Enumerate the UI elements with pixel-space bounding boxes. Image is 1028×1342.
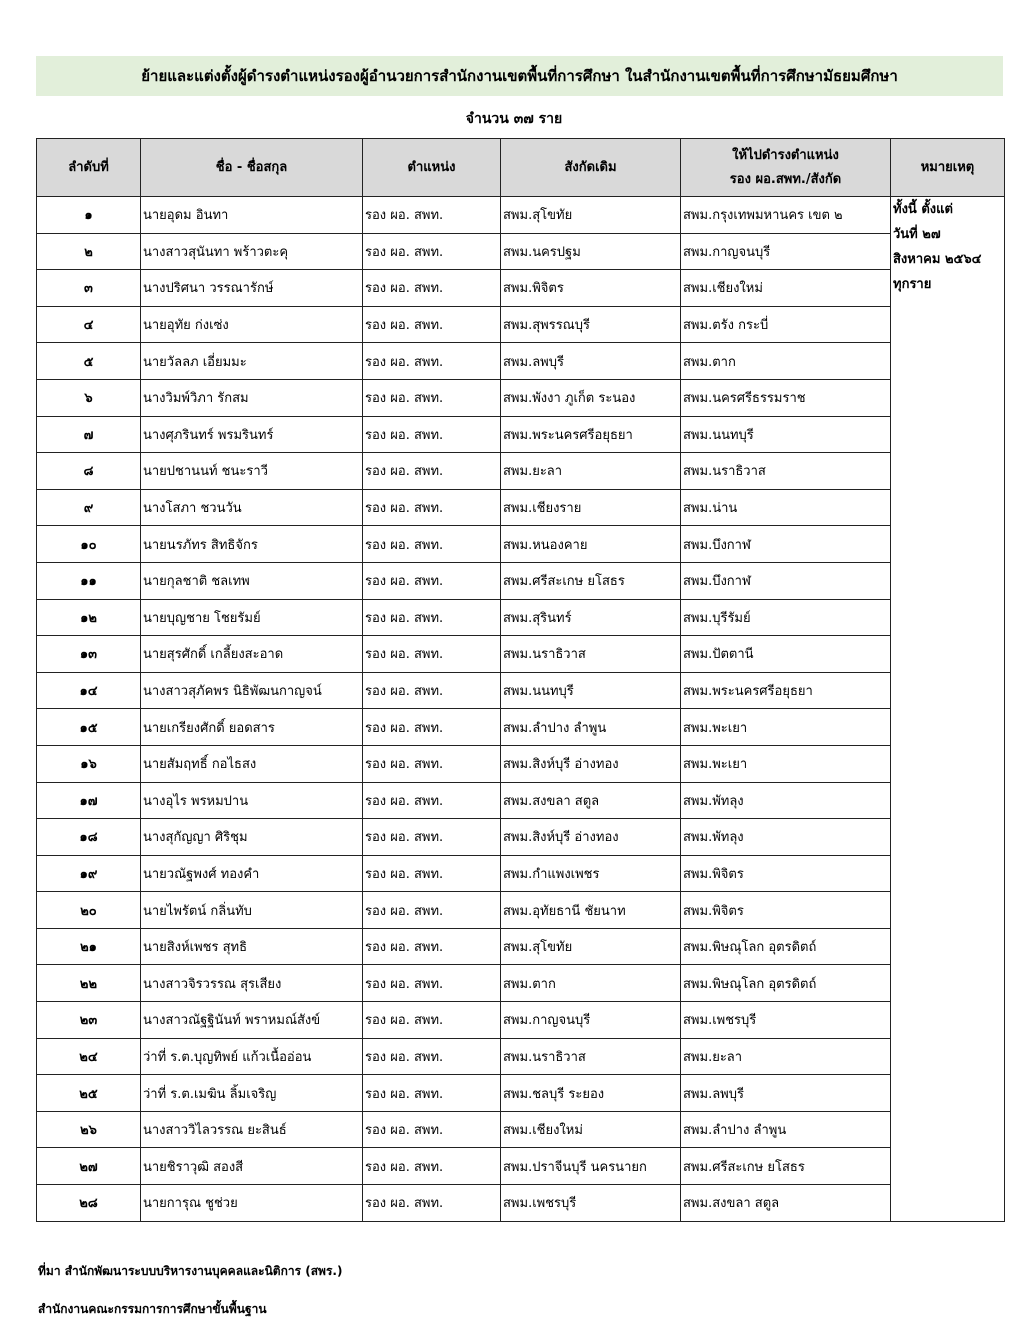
header-remark: หมายเหตุ	[891, 139, 1005, 197]
cell-position: รอง ผอ. สพท.	[363, 197, 501, 234]
cell-position: รอง ผอ. สพท.	[363, 416, 501, 453]
cell-original: สพม.พระนครศรีอยุธยา	[501, 416, 681, 453]
cell-original: สพม.พิจิตร	[501, 270, 681, 307]
table-row	[37, 270, 1005, 307]
cell-name: นายบุญชาย โชยรัมย์	[141, 599, 363, 636]
cell-no: ๕	[37, 343, 141, 380]
document-title: ย้ายและแต่งตั้งผู้ดำรงตำแหน่งรองผู้อำนวยการสำนักงานเขตพื้นที่การศึกษา ในสำนักงานเขตพื้นที่การศึกษามัธยมศึกษา	[141, 67, 898, 85]
cell-new: สพม.เพชรบุรี	[681, 1002, 891, 1039]
table-row	[37, 819, 1005, 856]
cell-name: นางศุภรินทร์ พรมรินทร์	[141, 416, 363, 453]
cell-name: นางสาวจิรวรรณ สุรเสียง	[141, 965, 363, 1002]
cell-position: รอง ผอ. สพท.	[363, 270, 501, 307]
cell-position: รอง ผอ. สพท.	[363, 819, 501, 856]
cell-no: ๒๖	[37, 1111, 141, 1148]
agency-name: สำนักงานคณะกรรมการการศึกษาขั้นพื้นฐาน	[38, 1302, 267, 1316]
cell-original: สพม.สิงห์บุรี อ่างทอง	[501, 819, 681, 856]
cell-original: สพม.เพชรบุรี	[501, 1185, 681, 1222]
cell-new: สพม.นราธิวาส	[681, 453, 891, 490]
table-row	[37, 599, 1005, 636]
cell-position: รอง ผอ. สพท.	[363, 855, 501, 892]
cell-name: นายอุดม อินทา	[141, 197, 363, 234]
cell-position: รอง ผอ. สพท.	[363, 526, 501, 563]
cell-original: สพม.สุโขทัย	[501, 928, 681, 965]
cell-name: นายสุรศักดิ์ เกลี้ยงสะอาด	[141, 636, 363, 673]
cell-no: ๒	[37, 233, 141, 270]
cell-new: สพม.พิจิตร	[681, 855, 891, 892]
cell-no: ๑	[37, 197, 141, 234]
header-no: ลำดับที่	[37, 139, 141, 197]
cell-new: สพม.ลพบุรี	[681, 1075, 891, 1112]
cell-name: นายสัมฤทธิ์ กอไธสง	[141, 745, 363, 782]
cell-no: ๒๗	[37, 1148, 141, 1185]
cell-new: สพม.พระนครศรีอยุธยา	[681, 672, 891, 709]
cell-position: รอง ผอ. สพท.	[363, 343, 501, 380]
table-row	[37, 416, 1005, 453]
table-row	[37, 1185, 1005, 1222]
cell-new: สพม.พะเยา	[681, 709, 891, 746]
cell-original: สพม.นครปฐม	[501, 233, 681, 270]
cell-new: สพม.นครศรีธรรมราช	[681, 379, 891, 416]
table-body	[37, 197, 1005, 1222]
cell-position: รอง ผอ. สพท.	[363, 672, 501, 709]
cell-position: รอง ผอ. สพท.	[363, 1111, 501, 1148]
cell-new: สพม.บุรีรัมย์	[681, 599, 891, 636]
cell-new: สพม.พิจิตร	[681, 892, 891, 929]
cell-original: สพม.นราธิวาส	[501, 636, 681, 673]
cell-new: สพม.บึงกาฬ	[681, 562, 891, 599]
cell-original: สพม.ลำปาง ลำพูน	[501, 709, 681, 746]
table-row	[37, 306, 1005, 343]
cell-new: สพม.ยะลา	[681, 1038, 891, 1075]
cell-no: ๒๒	[37, 965, 141, 1002]
cell-position: รอง ผอ. สพท.	[363, 782, 501, 819]
cell-original: สพม.สุพรรณบุรี	[501, 306, 681, 343]
cell-name: ว่าที่ ร.ต.บุญทิพย์ แก้วเนื้ออ่อน	[141, 1038, 363, 1075]
table-row	[37, 379, 1005, 416]
cell-position: รอง ผอ. สพท.	[363, 965, 501, 1002]
cell-no: ๑๔	[37, 672, 141, 709]
table-row	[37, 636, 1005, 673]
cell-new: สพม.สงขลา สตูล	[681, 1185, 891, 1222]
cell-no: ๒๐	[37, 892, 141, 929]
cell-name: นายชิราวุฒิ สองสี	[141, 1148, 363, 1185]
cell-name: นางโสภา ชวนวัน	[141, 489, 363, 526]
cell-no: ๗	[37, 416, 141, 453]
cell-new: สพม.เชียงใหม่	[681, 270, 891, 307]
table-row	[37, 928, 1005, 965]
header-name: ชื่อ - ชื่อสกุล	[141, 139, 363, 197]
cell-no: ๔	[37, 306, 141, 343]
cell-new: สพม.ศรีสะเกษ ยโสธร	[681, 1148, 891, 1185]
cell-no: ๙	[37, 489, 141, 526]
cell-name: นายปชานนท์ ชนะราวี	[141, 453, 363, 490]
cell-original: สพม.สงขลา สตูล	[501, 782, 681, 819]
cell-no: ๑๖	[37, 745, 141, 782]
cell-name: นายวณัฐพงศ์ ทองคำ	[141, 855, 363, 892]
table-row	[37, 343, 1005, 380]
cell-name: นางวิมพ์วิภา รักสม	[141, 379, 363, 416]
cell-original: สพม.เชียงใหม่	[501, 1111, 681, 1148]
cell-no: ๑๕	[37, 709, 141, 746]
cell-new: สพม.ปัตตานี	[681, 636, 891, 673]
cell-name: นางสาววิไลวรรณ ยะสินธ์	[141, 1111, 363, 1148]
cell-position: รอง ผอ. สพท.	[363, 233, 501, 270]
cell-name: นายวัลลภ เอี่ยมมะ	[141, 343, 363, 380]
cell-original: สพม.ศรีสะเกษ ยโสธร	[501, 562, 681, 599]
count-label: จำนวน ๓๗ ราย	[465, 111, 563, 127]
header-original: สังกัดเดิม	[501, 139, 681, 197]
cell-position: รอง ผอ. สพท.	[363, 1075, 501, 1112]
table-row	[37, 233, 1005, 270]
cell-original: สพม.สุรินทร์	[501, 599, 681, 636]
header-new-line2: รอง ผอ.สพท./สังกัด	[729, 171, 842, 187]
cell-name: นางสาวณัฐฐินันท์ พราหมณ์สังข์	[141, 1002, 363, 1039]
cell-name: นายเกรียงศักดิ์ ยอดสาร	[141, 709, 363, 746]
cell-no: ๑๘	[37, 819, 141, 856]
cell-no: ๒๘	[37, 1185, 141, 1222]
table-row	[37, 562, 1005, 599]
cell-new: สพม.ลำปาง ลำพูน	[681, 1111, 891, 1148]
table-row	[37, 1075, 1005, 1112]
cell-name: นางปริศนา วรรณารักษ์	[141, 270, 363, 307]
source-note: ที่มา สำนักพัฒนาระบบบริหารงานบุคคลและนิติการ (สพร.)	[38, 1264, 343, 1278]
cell-original: สพม.นนทบุรี	[501, 672, 681, 709]
cell-new: สพม.ตาก	[681, 343, 891, 380]
cell-position: รอง ผอ. สพท.	[363, 489, 501, 526]
cell-remark	[891, 197, 1005, 1222]
cell-name: นายนรภัทร สิทธิจักร	[141, 526, 363, 563]
table-row	[37, 197, 1005, 234]
cell-position: รอง ผอ. สพท.	[363, 1002, 501, 1039]
cell-name: นางสาวสุนันทา พร้าวตะคุ	[141, 233, 363, 270]
cell-position: รอง ผอ. สพท.	[363, 1148, 501, 1185]
cell-position: รอง ผอ. สพท.	[363, 1185, 501, 1222]
cell-original: สพม.เชียงราย	[501, 489, 681, 526]
cell-original: สพม.พังงา ภูเก็ต ระนอง	[501, 379, 681, 416]
cell-original: สพม.สิงห์บุรี อ่างทอง	[501, 745, 681, 782]
cell-position: รอง ผอ. สพท.	[363, 745, 501, 782]
cell-original: สพม.กาญจนบุรี	[501, 1002, 681, 1039]
header-position: ตำแหน่ง	[363, 139, 501, 197]
table-row	[37, 526, 1005, 563]
cell-name: นางอุไร พรหมปาน	[141, 782, 363, 819]
table-row	[37, 855, 1005, 892]
cell-no: ๓	[37, 270, 141, 307]
cell-no: ๖	[37, 379, 141, 416]
cell-position: รอง ผอ. สพท.	[363, 599, 501, 636]
cell-no: ๒๓	[37, 1002, 141, 1039]
cell-original: สพม.ลพบุรี	[501, 343, 681, 380]
cell-no: ๑๑	[37, 562, 141, 599]
cell-no: ๑๐	[37, 526, 141, 563]
table-row	[37, 489, 1005, 526]
cell-position: รอง ผอ. สพท.	[363, 709, 501, 746]
cell-no: ๑๗	[37, 782, 141, 819]
cell-no: ๒๕	[37, 1075, 141, 1112]
table-row	[37, 709, 1005, 746]
remark-line: ทั้งนี้ ตั้งแต่	[893, 202, 953, 217]
cell-original: สพม.หนองคาย	[501, 526, 681, 563]
appointment-table	[36, 138, 1005, 1222]
cell-position: รอง ผอ. สพท.	[363, 379, 501, 416]
cell-position: รอง ผอ. สพท.	[363, 453, 501, 490]
table-row	[37, 1002, 1005, 1039]
cell-position: รอง ผอ. สพท.	[363, 892, 501, 929]
header-new-line1: ให้ไปดำรงตำแหน่ง	[732, 147, 839, 163]
table-header-row	[37, 139, 1005, 197]
cell-new: สพม.กรุงเทพมหานคร เขต ๒	[681, 197, 891, 234]
table-row	[37, 782, 1005, 819]
cell-new: สพม.บึงกาฬ	[681, 526, 891, 563]
cell-name: นางสุกัญญา ศิริชุม	[141, 819, 363, 856]
cell-position: รอง ผอ. สพท.	[363, 928, 501, 965]
cell-original: สพม.ชลบุรี ระยอง	[501, 1075, 681, 1112]
cell-new: สพม.นนทบุรี	[681, 416, 891, 453]
cell-new: สพม.ตรัง กระบี่	[681, 306, 891, 343]
remark-line: ทุกราย	[893, 277, 932, 292]
cell-position: รอง ผอ. สพท.	[363, 306, 501, 343]
cell-new: สพม.พัทลุง	[681, 782, 891, 819]
remark-line: สิงหาคม ๒๕๖๔	[893, 252, 982, 267]
table-row	[37, 453, 1005, 490]
cell-name: นายการุณ ชูช่วย	[141, 1185, 363, 1222]
cell-no: ๒๔	[37, 1038, 141, 1075]
remark-line: วันที่ ๒๗	[893, 227, 941, 242]
cell-new: สพม.กาญจนบุรี	[681, 233, 891, 270]
cell-position: รอง ผอ. สพท.	[363, 1038, 501, 1075]
cell-position: รอง ผอ. สพท.	[363, 562, 501, 599]
cell-name: นายกุลชาติ ชลเทพ	[141, 562, 363, 599]
cell-new: สพม.พัทลุง	[681, 819, 891, 856]
header-new	[681, 139, 891, 197]
cell-name: ว่าที่ ร.ต.เมฆิน ลิ้มเจริญ	[141, 1075, 363, 1112]
table-row	[37, 1038, 1005, 1075]
table-row	[37, 892, 1005, 929]
cell-name: นายอุทัย ก่งเซ่ง	[141, 306, 363, 343]
table-row	[37, 745, 1005, 782]
table-row	[37, 1111, 1005, 1148]
cell-original: สพม.นราธิวาส	[501, 1038, 681, 1075]
cell-no: ๒๑	[37, 928, 141, 965]
cell-no: ๘	[37, 453, 141, 490]
cell-original: สพม.อุทัยธานี ชัยนาท	[501, 892, 681, 929]
cell-position: รอง ผอ. สพท.	[363, 636, 501, 673]
cell-name: นายไพรัตน์ กลิ่นทับ	[141, 892, 363, 929]
cell-original: สพม.ยะลา	[501, 453, 681, 490]
cell-no: ๑๓	[37, 636, 141, 673]
cell-original: สพม.ปราจีนบุรี นครนายก	[501, 1148, 681, 1185]
table-row	[37, 965, 1005, 1002]
cell-new: สพม.พะเยา	[681, 745, 891, 782]
cell-original: สพม.กำแพงเพชร	[501, 855, 681, 892]
cell-new: สพม.น่าน	[681, 489, 891, 526]
table-header	[37, 139, 1005, 197]
cell-no: ๑๒	[37, 599, 141, 636]
cell-new: สพม.พิษณุโลก อุตรดิตถ์	[681, 928, 891, 965]
cell-original: สพม.ตาก	[501, 965, 681, 1002]
cell-name: นางสาวสุภัคพร นิธิพัฒนกาญจน์	[141, 672, 363, 709]
document-title-band	[36, 56, 1003, 96]
cell-original: สพม.สุโขทัย	[501, 197, 681, 234]
cell-new: สพม.พิษณุโลก อุตรดิตถ์	[681, 965, 891, 1002]
table-row	[37, 1148, 1005, 1185]
cell-name: นายสิงห์เพชร สุทธิ	[141, 928, 363, 965]
table-row	[37, 672, 1005, 709]
cell-no: ๑๙	[37, 855, 141, 892]
